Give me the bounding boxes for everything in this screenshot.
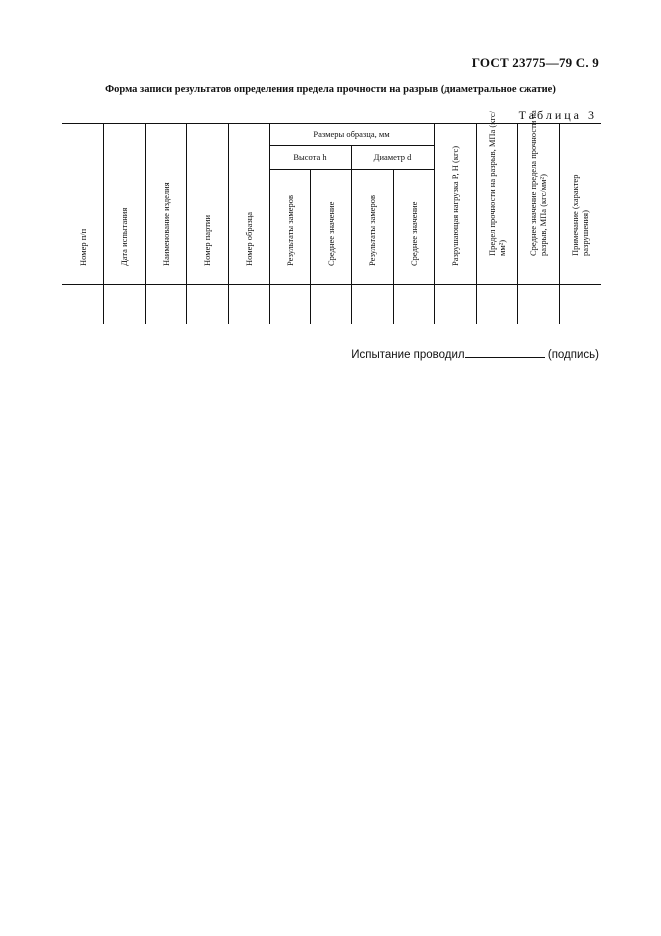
subheader-diameter: Диаметр d bbox=[373, 152, 412, 162]
col-header-number bbox=[62, 123, 103, 284]
col-header-label: Наименование изделия bbox=[160, 182, 171, 266]
col-header-breaking-load bbox=[434, 123, 476, 284]
col-header-note bbox=[559, 123, 601, 284]
header-bottom-border bbox=[62, 284, 601, 285]
col-header-label: Дата испытания bbox=[119, 207, 129, 266]
col-header-label: Номер партии bbox=[202, 214, 212, 266]
col-header-height-measurements bbox=[269, 169, 310, 284]
col-header-label: Номер образца bbox=[243, 211, 254, 266]
col-header-diameter-measurements bbox=[351, 169, 393, 284]
col-header-batch-number bbox=[186, 123, 228, 284]
col-header-label: Предел прочности на разрыв, МПа (кгс/мм²) bbox=[486, 110, 507, 256]
col-header-product-name bbox=[145, 123, 186, 284]
col-header-average-strength bbox=[517, 110, 559, 284]
col-header-test-date bbox=[103, 123, 145, 284]
col-header-label: Результаты замеров bbox=[284, 194, 295, 266]
table-label: Таблица 3 bbox=[518, 108, 597, 122]
signature-label: Испытание проводил bbox=[351, 349, 465, 361]
col-header-label: Среднее значение предела прочности на разрыв, МПа (кгс/мм²) bbox=[528, 110, 548, 256]
col-header-tensile-strength bbox=[476, 110, 517, 284]
col-header-height-average bbox=[310, 169, 351, 284]
col-header-label: Среднее значение bbox=[325, 201, 336, 266]
signature-blank bbox=[465, 347, 545, 358]
signature-suffix: (подпись) bbox=[547, 349, 599, 361]
page-header: ГОСТ 23775—79 С. 9 bbox=[471, 55, 599, 70]
col-header-sample-number bbox=[228, 123, 269, 284]
subheader-height: Высота h bbox=[293, 152, 327, 162]
group-header-dimensions: Размеры образца, мм bbox=[313, 129, 390, 139]
col-header-label: Среднее значение bbox=[408, 201, 419, 266]
col-header-label: Номер п/п bbox=[77, 228, 88, 266]
col-header-label: Примечание (характер разрушения) bbox=[570, 174, 590, 256]
signature-line bbox=[351, 347, 599, 361]
form-title: Форма записи результатов определения предела прочности на разрыв (диаметральное сжатие) bbox=[105, 84, 556, 95]
col-header-label: Результаты замеров bbox=[367, 194, 377, 266]
col-header-diameter-average bbox=[393, 169, 434, 284]
col-header-label: Разрушающая нагрузка P, Н (кгс) bbox=[450, 145, 460, 266]
